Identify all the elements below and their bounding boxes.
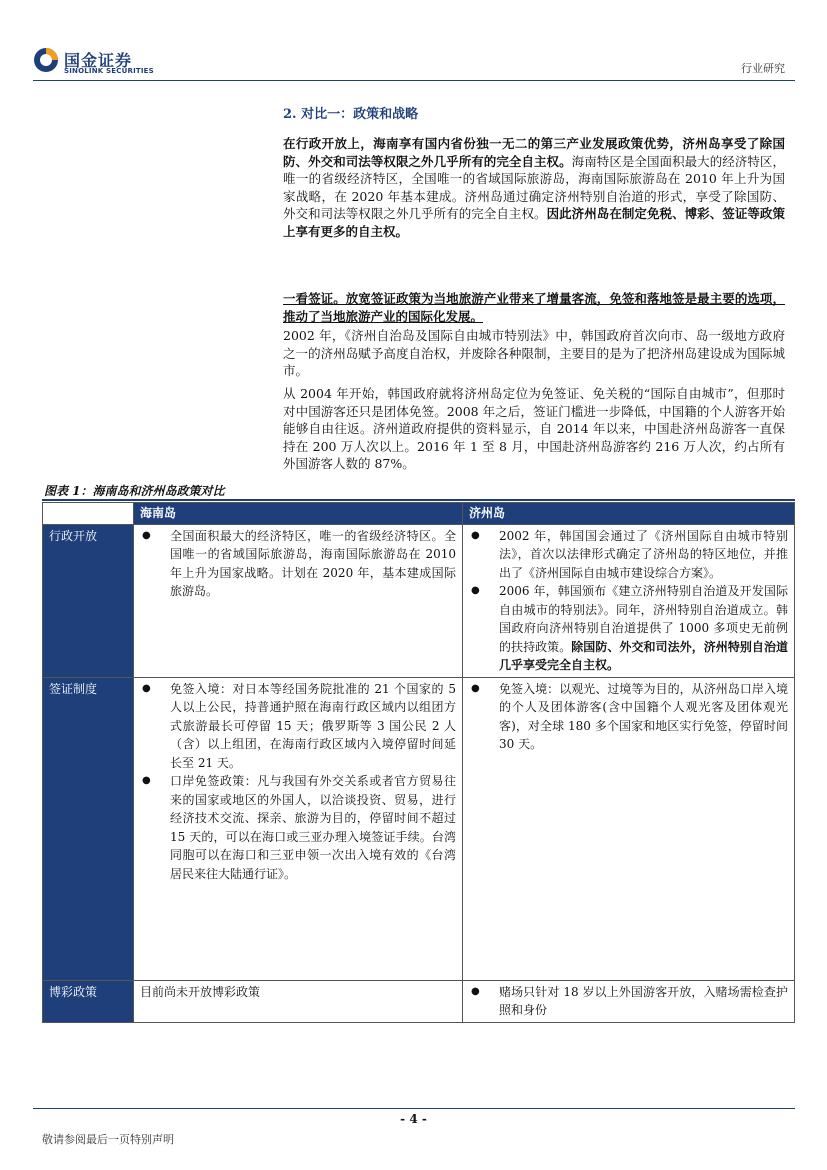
cell-jeju-admin [463,524,795,677]
list-item [469,582,788,675]
para2-bold: 。放宽签证政策为当地旅游产业带来了增量客流，免签和落地签是最主要的选项，推动了当地旅游产业的国际化发展。 [283,291,785,324]
table-row [43,524,795,677]
footer-divider [33,1108,795,1109]
para1-body: 海南特区是全国面积最大的经济特区，唯一的省级经济特区，全国唯一的省域国际旅游岛，海南国际旅游岛在 2010 年上升为国家战略，在 2020 年基本建成。济州岛通过确定济州特别自治道的形式，享受了除国防、外交和司法等权限之外几乎所有的完全自主权。 [283,153,785,221]
brand-name-cn: 国金证券 [64,51,133,70]
column-header-jeju: 济州岛 [463,503,795,525]
list-item: ● 赌场只针对 18 岁以上外国游客开放，入赌场需检查护照和身份 [469,983,788,1020]
paragraph-admin-policy [283,135,785,240]
list-item: ● 免签入境：对日本等经国务院批准的 21 个国家的 5 人以上公民，持普通护照在海南行政区域内以组团方式旅游最长可停留 15 天；俄罗斯等 3 国公民 2 人（含）以上组团，在海南行政区域内入境停留时间延长至 21 天。 [140,680,456,773]
section-heading: 2. 对比一：政策和战略 [283,107,419,122]
column-header-hainan: 海南岛 [134,503,463,525]
row-label-visa: 签证制度 [43,677,134,980]
para1-bold-end: 因此济州岛在制定免税、博彩、签证等政策上享有更多的自主权。 [283,206,785,239]
cell-hainan-gaming: 目前尚未开放博彩政策 [134,980,463,1022]
sinolink-logo-icon [33,47,59,73]
list-item: ● 全国面积最大的经济特区，唯一的省级经济特区。全国唯一的省域国际旅游岛，海南国际旅游岛在 2010 年上升为国家战略。计划在 2020 年，基本建成国际旅游岛。 [140,527,456,601]
jeju-autonomy-bold: 除国防、外交和司法外，济州特别自治道几乎享受完全自主权。 [499,639,788,672]
para2-lead: 一看签证 [283,291,334,306]
list-item: ● 口岸免签政策：凡与我国有外交关系或者官方贸易往来的国家或地区的外国人，以洽谈投资、贸易，进行经济技术交流、探亲、旅游为目的，停留时间不超过 15 天的，可以在海口或三亚办理入境签证手续。台湾同胞可以在海口和三亚申领一次出入境有效的《台湾居民来往大陆通行证》。 [140,772,456,883]
cell-jeju-visa [463,677,795,980]
cell-jeju-gaming [463,980,795,1022]
paragraph-2004-visa [283,385,785,473]
figure-title-rule [42,499,795,501]
paragraph-2002-law [283,327,785,380]
para3-text: 2002 年，《济州自治岛及国际自由城市特别法》中，韩国政府首次向市、岛一级地方政府之一的济州岛赋予高度自治权，并废除各种限制，主要目的是为了把济州岛建设成为国际城市。 [283,328,785,378]
table-corner-cell [43,503,134,525]
table-row [43,677,795,980]
para1-bold-lead: 在行政开放上，海南享有国内省份独一无二的第三产业发展政策优势，济州岛享受了除国防、外交和司法等权限之外几乎所有的完全自主权。 [283,136,785,169]
list-item: ● 2002 年，韩国国会通过了《济州国际自由城市特别法》，首次以法律形式确定了济州岛的特区地位，并推出了《济州国际自由城市建设综合方案》。 [469,527,788,583]
table-header-row [43,503,795,525]
paragraph-visa-summary [283,290,785,325]
cell-hainan-visa [134,677,463,980]
brand-name-en: SINOLINK SECURITIES [64,67,154,75]
page-header [0,0,827,85]
header-divider [33,80,795,81]
figure-title: 图表 1：海南岛和济州岛政策对比 [44,484,225,498]
report-category: 行业研究 [741,62,785,75]
policy-comparison-table [42,502,795,1023]
para4-text: 从 2004 年开始，韩国政府就将济州岛定位为免签证、免关税的“国际自由城市”，但那时对中国游客还只是团体免签。2008 年之后，签证门槛进一步降低，中国籍的个人游客开始能够自由往返。济州道政府提供的资料显示，自 2014 年以来，中国赴济州岛游客一直保持在 200 万人次以上。2016 年 1 至 8 月，中国赴济州岛游客约 216 万人次，约占所有外国游客人数的 87%。 [283,386,785,471]
row-label-admin: 行政开放 [43,524,134,677]
table-row [43,980,795,1022]
row-label-gaming: 博彩政策 [43,980,134,1022]
jeju-2006-text: 2006 年，韩国颁布《建立济州特别自治道及开发国际自由城市的特别法》。同年，济州特别自治道成立。韩国政府向济州特别自治道提供了 1000 多项史无前例的扶持政策。 [499,584,788,654]
cell-hainan-admin [134,524,463,677]
disclaimer-note: 敬请参阅最后一页特别声明 [42,1133,174,1146]
page-number: - 4 - [400,1112,427,1126]
list-item: ● 免签入境：以观光、过境等为目的，从济州岛口岸入境的个人及团体游客(含中国籍个人观光客及团体观光客)，对全球 180 多个国家和地区实行免签，停留时间 30 天。 [469,680,788,754]
